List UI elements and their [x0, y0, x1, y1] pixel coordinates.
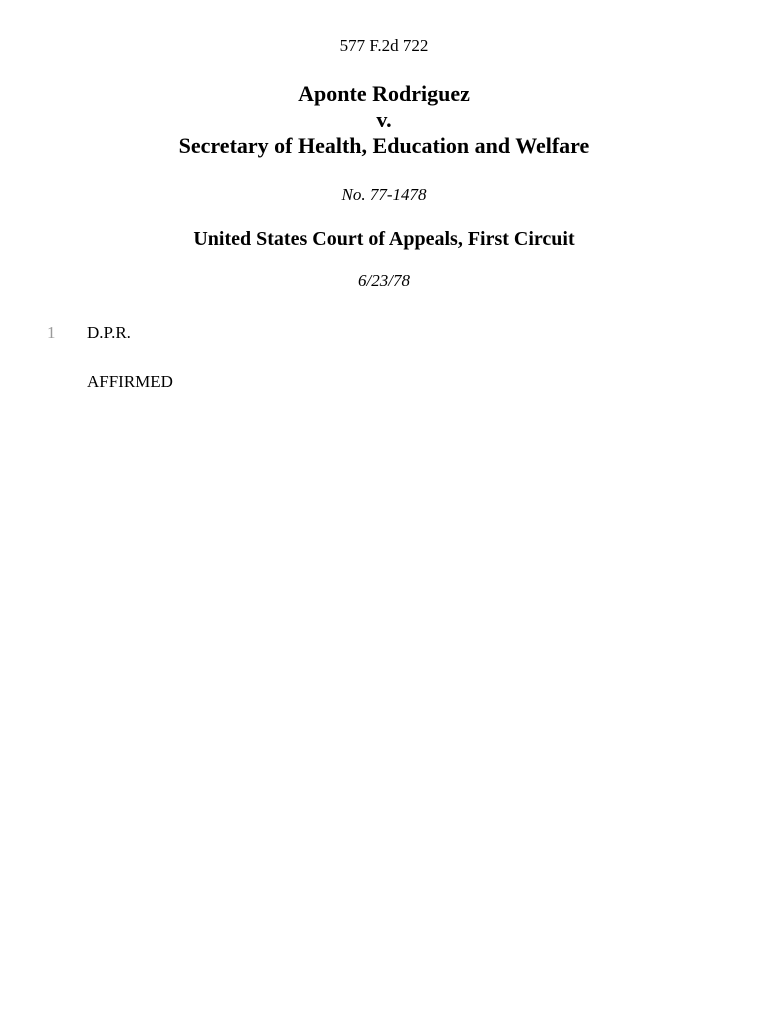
case-title — [0, 81, 768, 159]
appellant-name: Aponte Rodriguez — [298, 81, 470, 106]
paragraph-text: AFFIRMED — [87, 372, 173, 391]
court-name: United States Court of Appeals, First Circuit — [193, 228, 575, 250]
paragraph-number: 1 — [47, 323, 56, 342]
decision-date: 6/23/78 — [358, 271, 410, 290]
versus-label: v. — [376, 107, 392, 132]
docket-number: No. 77-1478 — [341, 185, 427, 204]
paragraph-text: D.P.R. — [87, 323, 131, 342]
appellee-name: Secretary of Health, Education and Welfare — [178, 133, 590, 158]
case-citation: 577 F.2d 722 — [339, 36, 429, 55]
